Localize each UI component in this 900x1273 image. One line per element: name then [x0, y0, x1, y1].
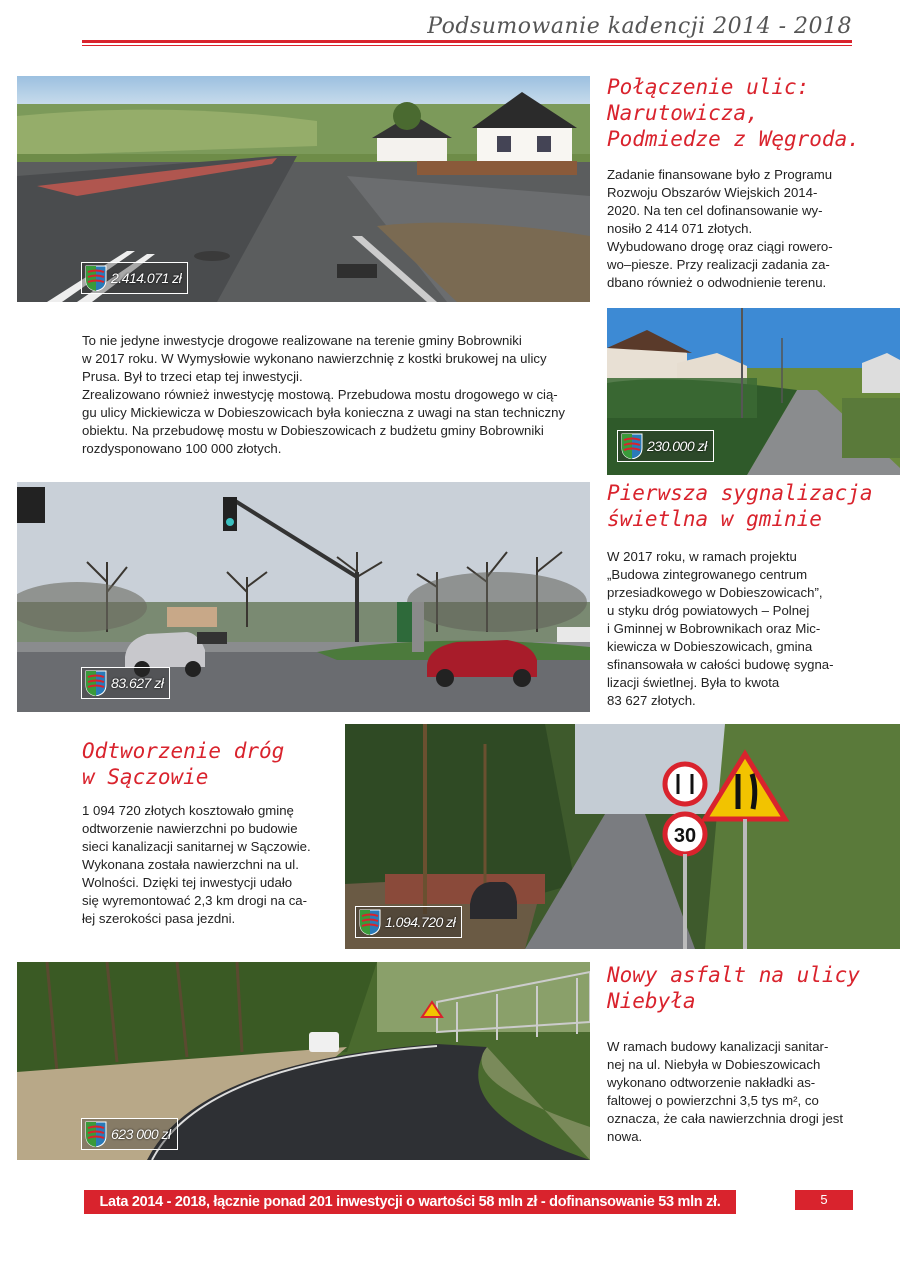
price-value: 230.000 zł [647, 438, 707, 454]
price-value: 83.627 zł [111, 675, 164, 691]
price-badge [81, 1118, 178, 1150]
photo-paved-street-wymyslow [607, 308, 900, 475]
section-heading-niebyla: Nowy asfalt na ulicy Niebyła [607, 963, 860, 1013]
price-value: 623 000 zł [111, 1126, 171, 1142]
photo-road-narutowicza [17, 76, 590, 302]
section-body-narutowicza: Zadanie finansowane było z Programu Rozwoju Obszarów Wiejskich 2014- 2020. Na ten cel dofinansowanie wy- nosiło 2 414 071 złotych. Wybudowano drogę oraz ciągi rowero- wo–piesze. Przy realizacji zadania za- dbano również o odwodnienie terenu. [607, 167, 833, 290]
header-rule [82, 40, 852, 43]
white-van [309, 1032, 339, 1052]
section-heading-traffic-lights: Pierwsza sygnalizacja świetlna w gminie [607, 481, 873, 531]
price-value: 2.414.071 zł [111, 270, 182, 286]
coat-of-arms-icon [359, 909, 381, 935]
page-number: 5 [795, 1190, 853, 1210]
price-badge [81, 667, 170, 699]
header-rule-thin [82, 45, 852, 46]
price-badge [355, 906, 462, 938]
section-heading-narutowicza: Połączenie ulic: Narutowicza, Podmiedze z Węgroda. [607, 75, 860, 151]
coat-of-arms-icon [85, 670, 107, 696]
section-body-other-investments: To nie jedyne inwestycje drogowe realizowane na terenie gminy Bobrowniki w 2017 roku. W Wymysłowie wykonano nawierzchnię z kostki brukowej na ulicy Prusa. Był to trzeci etap tej inwestycji. Zrealizowano również inwestycję mostową. Przebudowa mostu drogowego w cią- gu ulicy Mickiewicza w Dobieszowicach była konieczna z uwagi na stan techniczny obiektu. Na przebudowę mostu w Dobieszowicach z budżetu gminy Bobrowniki rozdysponowano 100 000 złotych. [82, 333, 566, 456]
photo-road-saczow [345, 724, 900, 949]
page-header-title: Podsumowanie kadencji 2014 - 2018 [427, 14, 852, 39]
photo-traffic-lights [17, 482, 590, 712]
coat-of-arms-icon [85, 1121, 107, 1147]
price-value: 1.094.720 zł [385, 914, 456, 930]
coat-of-arms-icon [85, 265, 107, 291]
summary-banner: Lata 2014 - 2018, łącznie ponad 201 inwestycji o wartości 58 mln zł - dofinansowanie 53 mln zł. [84, 1190, 736, 1214]
section-heading-saczow: Odtworzenie dróg w Sączowie [82, 739, 285, 789]
coat-of-arms-icon [621, 433, 643, 459]
section-body-niebyla: W ramach budowy kanalizacji sanitar- nej na ul. Niebyła w Dobieszowicach wykonano odtworzenie nakładki as- faltowej o powierzchni 3,5 tys m², co oznacza, że cała nawierzchnia drogi jest nowa. [607, 1039, 844, 1144]
price-badge [617, 430, 714, 462]
photo-new-asphalt-niebyla [17, 962, 590, 1160]
speed-limit-sign: 30 [673, 825, 697, 847]
price-badge [81, 262, 188, 294]
section-body-saczow: 1 094 720 złotych kosztowało gminę odtworzenie nawierzchni po budowie sieci kanalizacji sanitarnej w Sączowie. Wykonana została nawierzchni na ul. Wolności. Dzięki tej inwestycji udało się wyremontować 2,3 km drogi na ca- łej szerokości pasa jezdni. [82, 803, 311, 926]
section-body-traffic-lights: W 2017 roku, w ramach projektu „Budowa zintegrowanego centrum przesiadkowego w Dobieszowicach”, u styku dróg powiatowych – Polnej i Gminnej w Bobrownikach oraz Mic- kiewicza w Dobieszowicach, gmina sfinansowała w całości budowę sygna- lizacji świetlnej. Była to kwota 83 627 złotych. [607, 549, 834, 708]
